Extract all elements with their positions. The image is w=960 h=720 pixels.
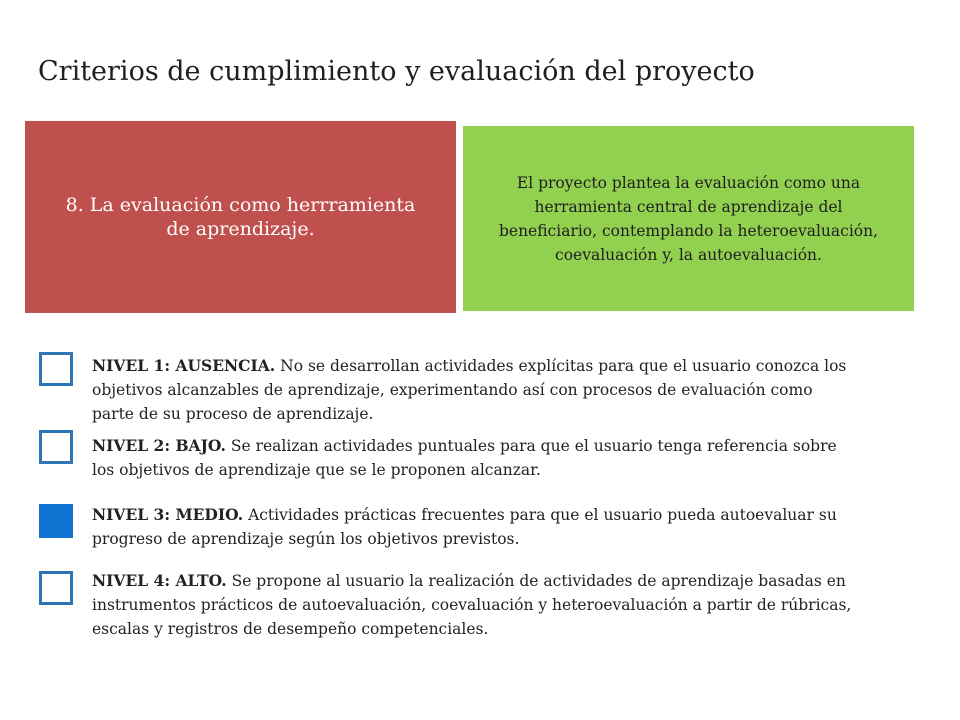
level-4-item xyxy=(92,569,852,641)
criterion-description-box xyxy=(463,126,914,311)
level-1-item xyxy=(92,354,852,426)
criterion-label: 8. La evaluación como herrramienta de aprendizaje. xyxy=(65,194,416,240)
page-title: Criterios de cumplimiento y evaluación del proyecto xyxy=(38,56,755,87)
level-3-item xyxy=(92,503,852,551)
level-3-checkbox[interactable] xyxy=(39,504,73,538)
level-3-text: Actividades prácticas frecuentes para que el usuario pueda autoevaluar su progreso de aprendizaje según los objetivos previstos. xyxy=(92,506,837,548)
level-4-checkbox[interactable] xyxy=(39,571,73,605)
level-4-label: NIVEL 4: ALTO. xyxy=(92,571,227,590)
level-1-text: No se desarrollan actividades explícitas para que el usuario conozca los objetivos alcanzables de aprendizaje, experimentando así con procesos de evaluación como parte de su proceso de aprendizaje. xyxy=(92,357,847,423)
level-2-text: Se realizan actividades puntuales para que el usuario tenga referencia sobre los objetivos de aprendizaje que se le proponen alcanzar. xyxy=(92,437,837,479)
level-4-text: Se propone al usuario la realización de actividades de aprendizaje basadas en instrumentos prácticos de autoevaluación, coevaluación y heteroevaluación a partir de rúbricas, escalas y registros de desempeño competenciales. xyxy=(92,572,852,638)
level-1-label: NIVEL 1: AUSENCIA. xyxy=(92,356,276,375)
level-3-label: NIVEL 3: MEDIO. xyxy=(92,505,244,524)
level-2-checkbox[interactable] xyxy=(39,430,73,464)
criterion-box xyxy=(25,121,456,313)
level-2-item xyxy=(92,434,852,482)
criterion-description: El proyecto plantea la evaluación como una herramienta central de aprendizaje del beneficiario, contemplando la heteroevaluación, coevaluación y, la autoevaluación. xyxy=(498,173,879,264)
level-1-checkbox[interactable] xyxy=(39,352,73,386)
level-2-label: NIVEL 2: BAJO. xyxy=(92,436,226,455)
